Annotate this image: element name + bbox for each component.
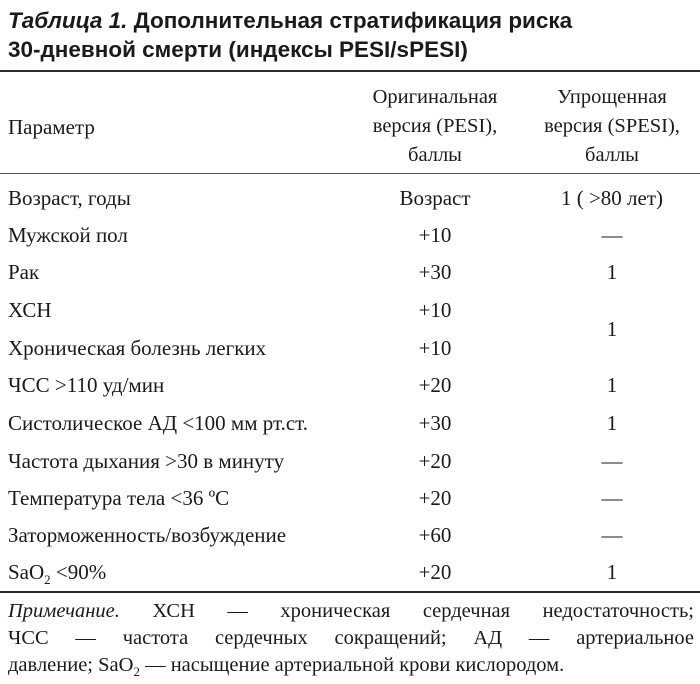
row-1-pesi: Возраст bbox=[399, 186, 471, 210]
row-11-param-main: SaO bbox=[8, 560, 45, 584]
row-5-pesi: +10 bbox=[418, 336, 452, 360]
row-3-pesi: +30 bbox=[418, 260, 452, 284]
title-text-line2: 30-дневной смерти (индексы PESI/sPESI) bbox=[8, 37, 468, 62]
note-line3-a: давление; SaO bbox=[8, 654, 134, 676]
header-spesi-line3: баллы bbox=[585, 144, 639, 166]
header-param: Параметр bbox=[8, 115, 95, 139]
row-5-param: Хроническая болезнь легких bbox=[8, 336, 267, 360]
row-3-spesi: 1 bbox=[606, 260, 618, 284]
row-8-spesi: — bbox=[601, 449, 623, 473]
table-title bbox=[8, 6, 696, 64]
row-9-spesi: — bbox=[601, 486, 623, 510]
row-6-pesi: +20 bbox=[418, 373, 452, 397]
top-rule bbox=[0, 70, 700, 72]
note-label: Примечание. bbox=[8, 600, 120, 622]
row-6-param: ЧСС >110 уд/мин bbox=[8, 373, 165, 397]
header-spesi bbox=[530, 83, 694, 170]
header-spesi-line2: версия (SPESI), bbox=[544, 115, 680, 137]
row-11-param-tail: <90% bbox=[50, 560, 107, 584]
row-1-param: Возраст, годы bbox=[8, 186, 131, 210]
row-3-param: Рак bbox=[8, 260, 40, 284]
note-line3 bbox=[8, 652, 694, 679]
header-pesi-line3: баллы bbox=[408, 144, 462, 166]
row-8-pesi: +20 bbox=[418, 449, 452, 473]
row-8-param: Частота дыхания >30 в минуту bbox=[8, 449, 285, 473]
row-1-spesi: 1 ( >80 лет) bbox=[560, 186, 664, 210]
row-10-param: Заторможенность/возбуждение bbox=[8, 523, 287, 547]
note-line3-b: — насыщение артериальной крови кислородом. bbox=[139, 654, 565, 676]
row-6-spesi: 1 bbox=[606, 373, 618, 397]
header-pesi-line2: версия (PESI), bbox=[372, 115, 498, 137]
row-9-param: Температура тела <36 ºС bbox=[8, 486, 230, 510]
row-7-pesi: +30 bbox=[418, 411, 452, 435]
note-line1 bbox=[8, 598, 694, 625]
note-line1-text: ХСН — хроническая сердечная недостаточность; bbox=[119, 600, 694, 622]
row-2-pesi: +10 bbox=[418, 223, 452, 247]
row-4-param: ХСН bbox=[8, 298, 52, 322]
header-spesi-line1: Упрощенная bbox=[557, 86, 667, 108]
row-10-spesi: — bbox=[601, 523, 623, 547]
row-11-param bbox=[8, 558, 106, 586]
header-pesi bbox=[340, 83, 530, 170]
row-11-pesi: +20 bbox=[418, 560, 452, 584]
row-11-spesi: 1 bbox=[606, 560, 618, 584]
row-2-spesi: — bbox=[601, 223, 623, 247]
row-7-param: Систолическое АД <100 мм рт.ст. bbox=[8, 411, 308, 435]
header-pesi-line1: Оригинальная bbox=[372, 86, 498, 108]
header-rule bbox=[0, 173, 700, 174]
table-note bbox=[8, 598, 694, 679]
rows-4-5-spesi: 1 bbox=[606, 317, 618, 341]
note-line2: ЧСС — частота сердечных сокращений; АД — артериальное bbox=[8, 627, 694, 649]
note-line3-subscript: 2 bbox=[133, 664, 140, 680]
title-text-line1: Дополнительная стратификация риска bbox=[127, 8, 573, 33]
row-9-pesi: +20 bbox=[418, 486, 452, 510]
row-11-param-subscript: 2 bbox=[44, 572, 51, 588]
row-2-param: Мужской пол bbox=[8, 223, 128, 247]
row-4-pesi: +10 bbox=[418, 298, 452, 322]
bottom-rule bbox=[0, 591, 700, 593]
title-label: Таблица 1. bbox=[8, 8, 128, 33]
row-7-spesi: 1 bbox=[606, 411, 618, 435]
row-10-pesi: +60 bbox=[418, 523, 452, 547]
